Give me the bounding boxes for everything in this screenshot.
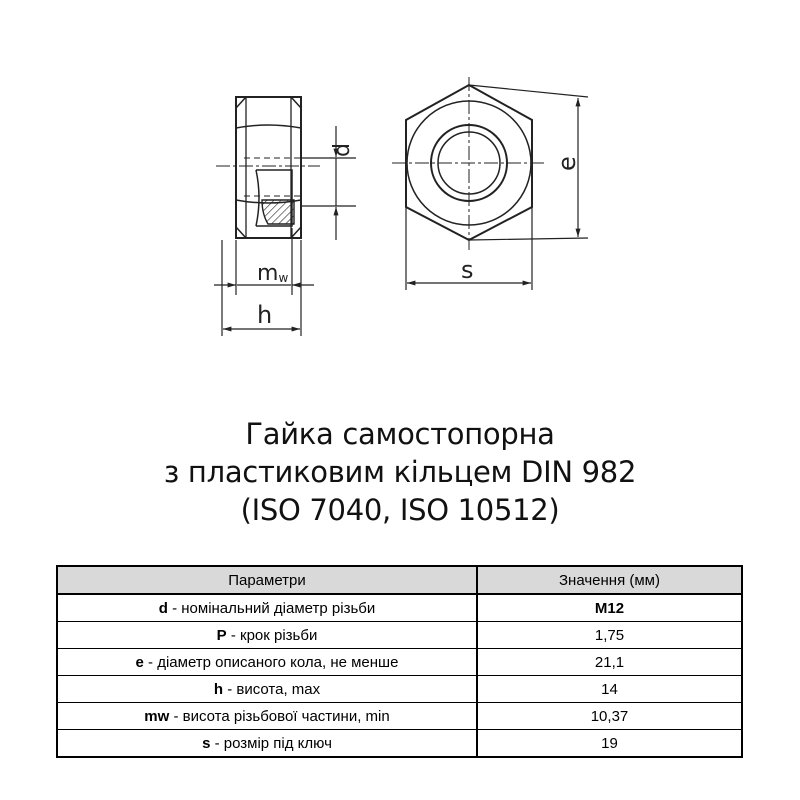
- value-cell: 14: [477, 676, 742, 703]
- product-title: [0, 415, 800, 529]
- param-symbol: d: [158, 599, 168, 617]
- title-line-2: з пластиковим кільцем DIN 982: [163, 455, 637, 489]
- table-header-row: [57, 566, 742, 594]
- nut-technical-drawing: [0, 0, 800, 360]
- title-line-3: (ISO 7040, ISO 10512): [240, 493, 560, 527]
- header-value: Значення (мм): [477, 566, 742, 594]
- param-description: - номінальний діаметр різьби: [167, 599, 376, 617]
- table-row: [57, 676, 742, 703]
- param-cell: [57, 703, 477, 730]
- param-symbol: s: [202, 734, 211, 752]
- value-cell: 1,75: [477, 622, 742, 649]
- param-symbol: mw: [144, 707, 170, 725]
- param-cell: [57, 730, 477, 758]
- title-line-1: Гайка самостопорна: [245, 417, 555, 451]
- param-symbol: h: [213, 680, 224, 698]
- dimension-h-label: h: [257, 301, 273, 329]
- param-description: - діаметр описаного кола, не менше: [143, 653, 399, 671]
- value-cell: 19: [477, 730, 742, 758]
- table-row: [57, 594, 742, 622]
- dimension-mw-label: mw: [257, 261, 289, 286]
- param-cell: [57, 622, 477, 649]
- table-row: [57, 649, 742, 676]
- header-parameters: Параметри: [57, 566, 477, 594]
- param-symbol: e: [135, 653, 144, 671]
- dimension-e-label: e: [553, 156, 581, 171]
- dimension-d-label: d: [330, 143, 355, 157]
- param-cell: [57, 649, 477, 676]
- param-description: - розмір під ключ: [210, 734, 332, 752]
- param-description: - висота різьбової частини, min: [169, 707, 390, 725]
- specifications-table: [56, 565, 743, 758]
- front-view-centerlines: [392, 77, 546, 250]
- value-cell: 21,1: [477, 649, 742, 676]
- table-row: [57, 730, 742, 758]
- param-cell: [57, 594, 477, 622]
- value-cell: 10,37: [477, 703, 742, 730]
- param-cell: [57, 676, 477, 703]
- param-symbol: P: [216, 626, 227, 644]
- param-description: - крок різьби: [226, 626, 318, 644]
- dimension-s-label: s: [461, 256, 474, 284]
- param-description: - висота, max: [223, 680, 321, 698]
- table-row: [57, 703, 742, 730]
- value-cell: M12: [477, 594, 742, 622]
- plastic-ring-section: [262, 200, 294, 224]
- table-row: [57, 622, 742, 649]
